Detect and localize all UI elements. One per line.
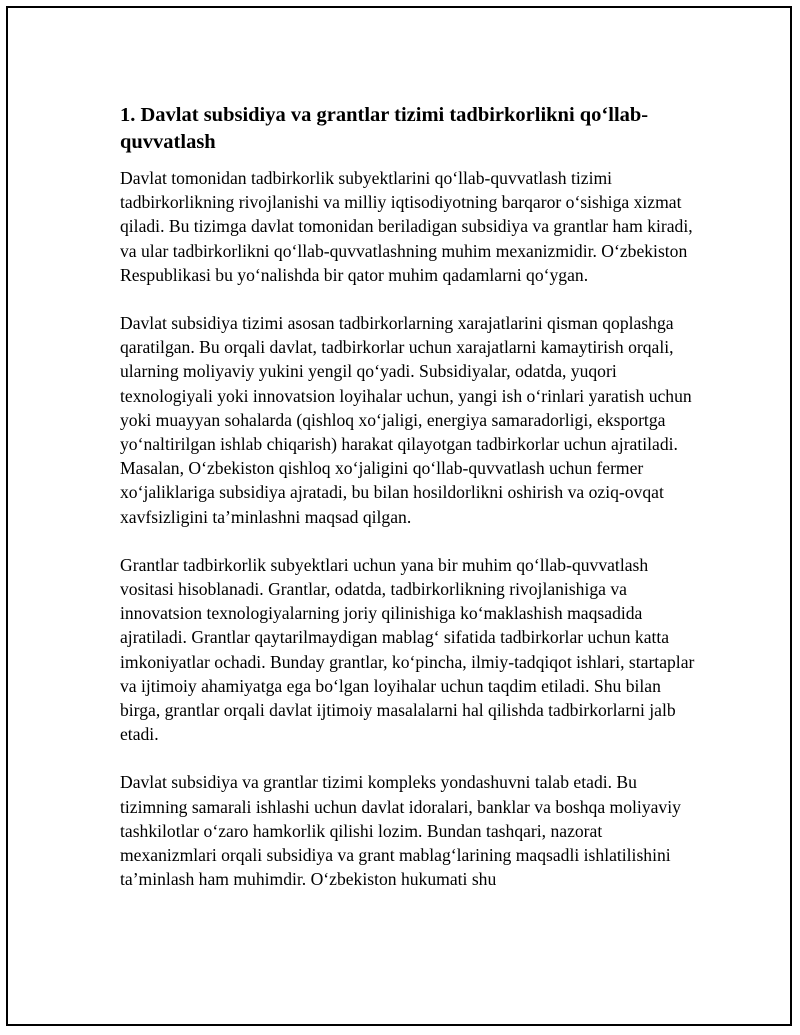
paragraph-3: Grantlar tadbirkorlik subyektlari uchun yana bir muhim qo‘llab-quvvatlash vositasi hisoblanadi. Grantlar, odatda, tadbirkorlikning rivojlanishiga va innovatsion texnologiyalarning joriy qilinishiga ko‘maklashish maqsadida ajratiladi. Grantlar qaytarilmaydigan mablag‘ sifatida tadbirkorlar uchun katta imkoniyatlar ochadi. Bunday grantlar, ko‘pincha, ilmiy-tadqiqot ishlari, startaplar va ijtimoiy ahamiyatga ega bo‘lgan loyihalar uchun taqdim etiladi. Shu bilan birga, grantlar orqali davlat ijtimoiy masalalarni hal qilishda tadbirkorlarni jalb etadi. (120, 554, 695, 745)
page-border (6, 6, 792, 1026)
paragraph-2: Davlat subsidiya tizimi asosan tadbirkorlarning xarajatlarini qisman qoplashga qaratilgan. Bu orqali davlat, tadbirkorlar uchun xarajatlarni kamaytirish orqali, ularning moliyaviy yukini yengil qo‘yadi. Subsidiyalar, odatda, yuqori texnologiyali yoki innovatsion loyihalar uchun, yangi ish o‘rinlari yaratish uchun yoki muayyan sohalarda (qishloq xo‘jaligi, energiya samaradorligi, eksportga yo‘naltirilgan ishlab chiqarish) harakat qilayotgan tadbirkorlar uchun ajratiladi. Masalan, O‘zbekiston qishloq xo‘jaligini qo‘llab-quvvatlash uchun fermer xo‘jaliklariga subsidiya ajratadi, bu bilan hosildorlikni oshirish va oziq-ovqat xavfsizligini ta’minlashni maqsad qilgan. (120, 313, 692, 527)
paragraph-1: Davlat tomonidan tadbirkorlik subyektlarini qo‘llab-quvvatlash tizimi tadbirkorlikning rivojlanishi va milliy iqtisodiyotning barqaror o‘sishiga xizmat qiladi. Bu tizimga davlat tomonidan beriladigan subsidiya va grantlar ham kiradi, va ular tadbirkorlikni qo‘llab-quvvatlashning muhim mexanizmidir. O‘zbekiston Respublikasi bu yo‘nalishda bir qator muhim qadamlarni qo‘ygan. (120, 168, 693, 285)
document-body (120, 102, 698, 915)
paragraph-4: Davlat subsidiya va grantlar tizimi kompleks yondashuvni talab etadi. Bu tizimning samarali ishlashi uchun davlat idoralari, banklar va boshqa moliyaviy tashkilotlar o‘zaro hamkorlik qilishi lozim. Bundan tashqari, nazorat mexanizmlari orqali subsidiya va grant mablag‘larining maqsadli ishlatilishini ta’minlash ham muhimdir. O‘zbekiston hukumati shu (120, 772, 681, 890)
section-heading: 1. Davlat subsidiya va grantlar tizimi tadbirkorlikni qo‘llab-quvvatlash (120, 104, 649, 153)
